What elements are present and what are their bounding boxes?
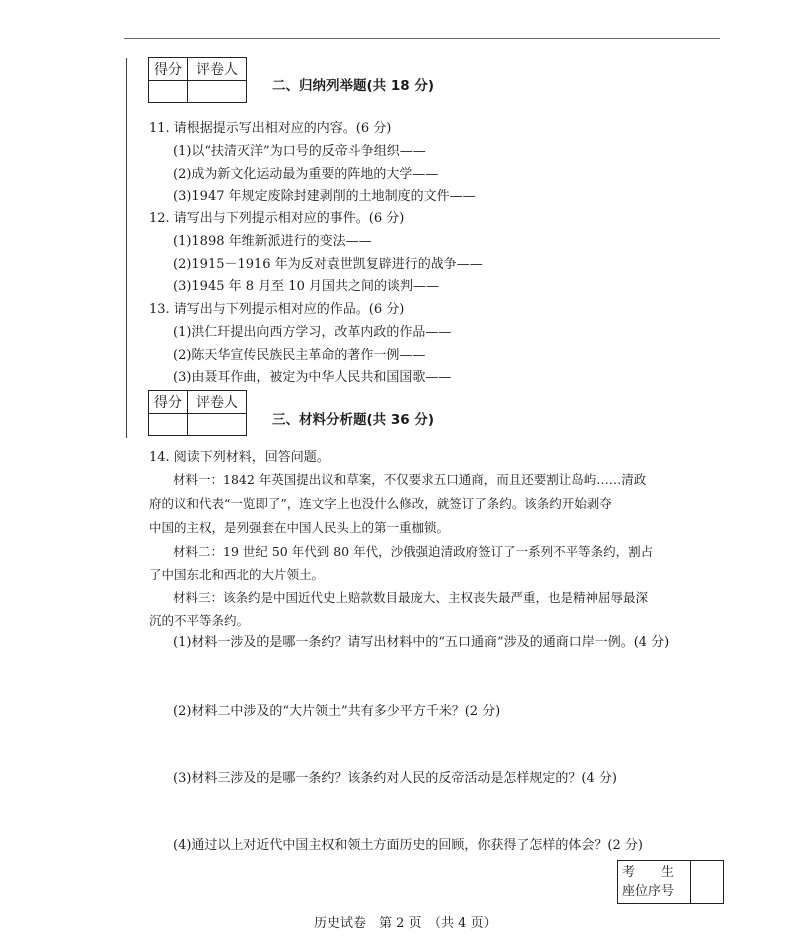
section2-title: 二、归纳列举题(共 18 分) — [272, 78, 435, 94]
material-line-5: 了中国东北和西北的大片领土。 — [149, 567, 325, 582]
q11-item-3: (3)1947 年规定废除封建剥削的土地制度的文件—— — [173, 189, 476, 204]
page-footer: 历史试卷 第 2 页 （共 4 页） — [314, 916, 497, 931]
q12-item-1: (1)1898 年维新派进行的变法—— — [173, 234, 372, 249]
q12-item-2: (2)1915－1916 年为反对袁世凯复辟进行的战争—— — [173, 257, 483, 272]
grader-label: 评卷人 — [188, 391, 247, 414]
seat-label-line1: 考 生 — [622, 865, 675, 880]
q14-sub-3: (3)材料三涉及的是哪一条约？该条约对人民的反帝活动是怎样规定的？(4 分) — [173, 771, 617, 786]
seat-number-cell[interactable] — [691, 861, 724, 904]
section3-title: 三、材料分析题(共 36 分) — [272, 412, 435, 428]
grader-cell[interactable] — [188, 414, 247, 436]
q14-sub-4: (4)通过以上对近代中国主权和领土方面历史的回顾，你获得了怎样的体会？(2 分) — [173, 838, 643, 853]
material-line-7: 沉的不平等条约。 — [149, 613, 250, 628]
q12-item-3: (3)1945 年 8 月至 10 月国共之间的谈判—— — [173, 279, 439, 294]
material-line-2: 府的议和代表“一览即了”，连文字上也没什么修改，就签订了条约。该条约开始剥夺 — [149, 496, 612, 511]
top-rule — [124, 38, 720, 39]
q12-stem: 12. 请写出与下列提示相对应的事件。(6 分) — [149, 211, 405, 226]
q14-sub-2: (2)材料二中涉及的“大片领土”共有多少平方千米？(2 分) — [173, 704, 501, 719]
score-label: 得分 — [149, 58, 188, 81]
grader-cell[interactable] — [188, 81, 247, 103]
material-line-1: 材料一：1842 年英国提出议和草案，不仅要求五口通商，而且还要割让岛屿……清政 — [173, 472, 647, 487]
left-margin-line — [126, 58, 127, 438]
q11-item-2: (2)成为新文化运动最为重要的阵地的大学—— — [173, 167, 439, 182]
q11-item-1: (1)以“扶清灭洋”为口号的反帝斗争组织—— — [173, 144, 426, 159]
q13-stem: 13. 请写出与下列提示相对应的作品。(6 分) — [149, 302, 405, 317]
score-label: 得分 — [149, 391, 188, 414]
material-line-3: 中国的主权，是列强套在中国人民头上的第一重枷锁。 — [149, 520, 450, 535]
score-cell[interactable] — [149, 81, 188, 103]
grader-label: 评卷人 — [188, 58, 247, 81]
material-line-6: 材料三：该条约是中国近代史上赔款数目最庞大、主权丧失最严重，也是精神屈辱最深 — [173, 590, 649, 605]
seat-number-box — [617, 860, 724, 904]
seat-label-line2: 座位序号 — [622, 884, 675, 899]
q13-item-2: (2)陈天华宣传民族民主革命的著作一例—— — [173, 348, 426, 363]
q14-sub-1: (1)材料一涉及的是哪一条约？请写出材料中的“五口通商”涉及的通商口岸一例。(4 分) — [173, 635, 670, 650]
score-cell[interactable] — [149, 414, 188, 436]
score-box-section3 — [148, 390, 247, 436]
score-box-section2 — [148, 57, 247, 103]
q13-item-1: (1)洪仁玕提出向西方学习，改革内政的作品—— — [173, 325, 452, 340]
material-line-4: 材料二：19 世纪 50 年代到 80 年代，沙俄强迫清政府签订了一系列不平等条约，割占 — [173, 544, 654, 559]
q11-stem: 11. 请根据提示写出相对应的内容。(6 分) — [149, 121, 392, 136]
seat-label — [618, 861, 691, 904]
q14-stem: 14. 阅读下列材料，回答问题。 — [149, 450, 330, 465]
q13-item-3: (3)由聂耳作曲，被定为中华人民共和国国歌—— — [173, 370, 452, 385]
